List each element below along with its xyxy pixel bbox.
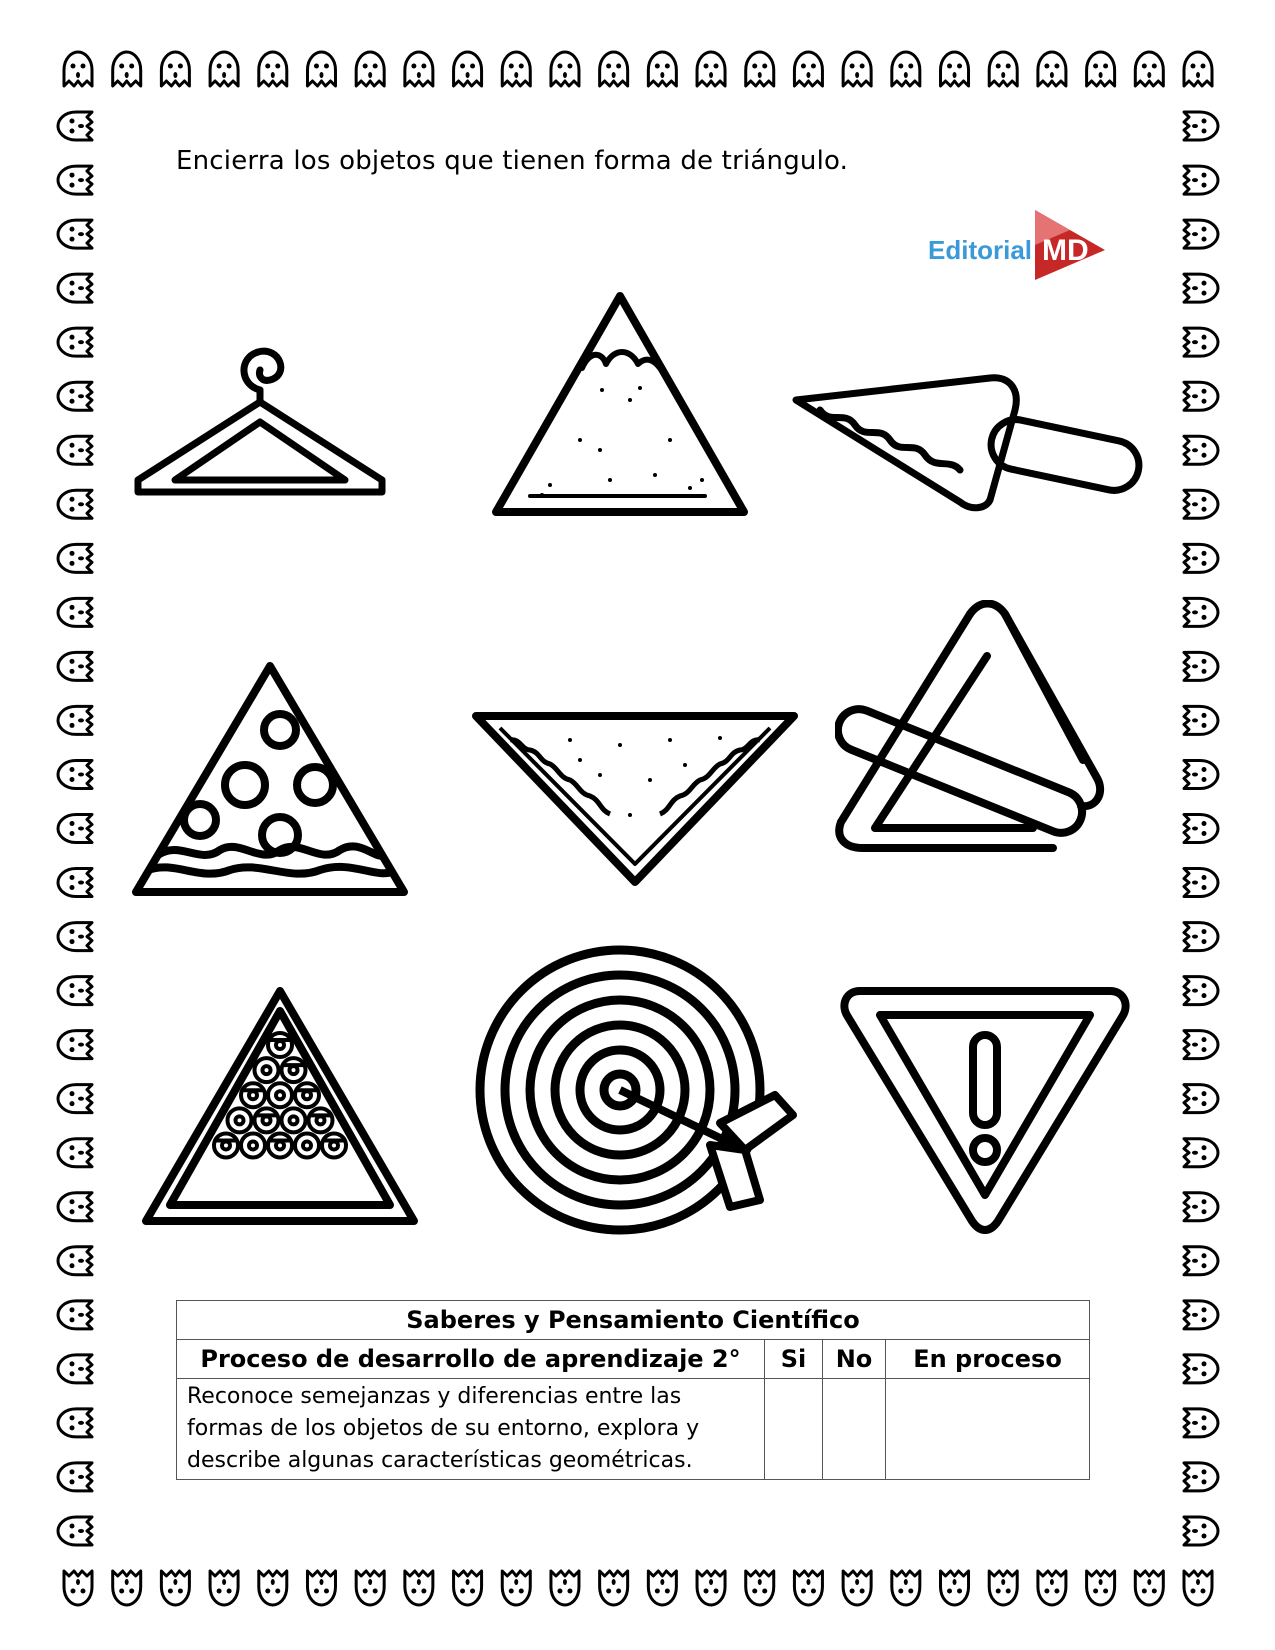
ghost-icon bbox=[746, 1571, 774, 1605]
header-no: No bbox=[823, 1340, 886, 1379]
ghost-icon bbox=[58, 1139, 92, 1167]
ghost-icon bbox=[1184, 1139, 1218, 1167]
ghost-icon bbox=[989, 52, 1017, 86]
mountain-image bbox=[490, 290, 750, 520]
ghost-icon bbox=[1135, 52, 1163, 86]
description-cell: Reconoce semejanzas y diferencias entre las formas de los objetos de su entorno, explora y describe algunas características geométricas. bbox=[177, 1379, 765, 1480]
ghost-icon bbox=[1184, 436, 1218, 464]
triangle-instrument-image bbox=[835, 600, 1135, 900]
ghost-icon bbox=[1184, 328, 1218, 356]
target-image bbox=[475, 945, 815, 1245]
ghost-icon bbox=[1184, 1355, 1218, 1383]
ghost-icon bbox=[307, 1571, 335, 1605]
ghost-icon bbox=[941, 52, 969, 86]
ghost-icon bbox=[843, 1571, 871, 1605]
ghost-icon bbox=[58, 328, 92, 356]
ghost-icon bbox=[1184, 598, 1218, 626]
svg-text:MD: MD bbox=[1042, 234, 1089, 267]
pizza-slice-image bbox=[130, 660, 410, 910]
ghost-icon bbox=[1038, 1571, 1066, 1605]
ghost-icon bbox=[58, 1301, 92, 1329]
header-process: Proceso de desarrollo de aprendizaje 2° bbox=[177, 1340, 765, 1379]
instruction-text: Encierra los objetos que tienen forma de triángulo. bbox=[176, 146, 849, 176]
ghost-icon bbox=[1184, 382, 1218, 410]
logo-text: Editorial bbox=[928, 235, 1033, 265]
ghost-icon bbox=[58, 598, 92, 626]
ghost-icon bbox=[648, 52, 676, 86]
trowel-image bbox=[790, 370, 1150, 520]
ghost-icon bbox=[843, 52, 871, 86]
ghost-icon bbox=[58, 544, 92, 572]
ghost-icon bbox=[58, 1247, 92, 1275]
ghost-icon bbox=[1184, 490, 1218, 518]
hanger-image bbox=[130, 330, 390, 520]
ghost-icon bbox=[58, 112, 92, 140]
ghost-icon bbox=[58, 1355, 92, 1383]
ghost-icon bbox=[405, 52, 433, 86]
ghost-icon bbox=[58, 1409, 92, 1437]
assessment-table bbox=[176, 1300, 1090, 1480]
ghost-icon bbox=[58, 382, 92, 410]
ghost-icon bbox=[1184, 274, 1218, 302]
ghost-icon bbox=[794, 1571, 822, 1605]
ghost-icon bbox=[1184, 1517, 1218, 1545]
ghost-icon bbox=[113, 52, 141, 86]
ghost-icon bbox=[64, 52, 92, 86]
ghost-icon bbox=[58, 923, 92, 951]
ghost-icon bbox=[1184, 869, 1218, 897]
ghost-icon bbox=[58, 652, 92, 680]
header-in-progress: En proceso bbox=[886, 1340, 1090, 1379]
in-progress-checkbox-cell[interactable] bbox=[886, 1379, 1090, 1480]
ghost-icon bbox=[892, 1571, 920, 1605]
ghost-icon bbox=[58, 1085, 92, 1113]
logo-mark-icon bbox=[1030, 205, 1110, 285]
ghost-icon bbox=[58, 166, 92, 194]
ghost-icon bbox=[454, 1571, 482, 1605]
ghost-icon bbox=[794, 52, 822, 86]
no-checkbox-cell[interactable] bbox=[823, 1379, 886, 1480]
warning-sign-image bbox=[840, 985, 1130, 1235]
ghost-icon bbox=[58, 1517, 92, 1545]
ghost-icon bbox=[58, 815, 92, 843]
ghost-icon bbox=[600, 1571, 628, 1605]
ghost-icon bbox=[1184, 815, 1218, 843]
ghost-icon bbox=[551, 52, 579, 86]
ghost-icon bbox=[58, 977, 92, 1005]
ghost-icon bbox=[1184, 1085, 1218, 1113]
ghost-icon bbox=[1184, 977, 1218, 1005]
ghost-icon bbox=[1184, 1247, 1218, 1275]
ghost-icon bbox=[551, 1571, 579, 1605]
sandwich-image bbox=[470, 710, 800, 890]
ghost-icon bbox=[259, 1571, 287, 1605]
ghost-icon bbox=[1184, 52, 1212, 86]
ghost-icon bbox=[210, 52, 238, 86]
ghost-icon bbox=[1087, 1571, 1115, 1605]
ghost-icon bbox=[58, 274, 92, 302]
ghost-icon bbox=[1184, 166, 1218, 194]
ghost-icon bbox=[58, 1031, 92, 1059]
ghost-icon bbox=[1184, 760, 1218, 788]
ghost-icon bbox=[697, 52, 725, 86]
ghost-icon bbox=[356, 1571, 384, 1605]
ghost-icon bbox=[1184, 544, 1218, 572]
editorial-md-logo bbox=[928, 205, 1118, 285]
ghost-icon bbox=[58, 220, 92, 248]
ghost-icon bbox=[210, 1571, 238, 1605]
ghost-icon bbox=[58, 760, 92, 788]
billiard-rack-image bbox=[140, 985, 420, 1230]
ghost-icon bbox=[600, 52, 628, 86]
ghost-icon bbox=[1184, 1301, 1218, 1329]
ghost-icon bbox=[161, 52, 189, 86]
ghost-icon bbox=[1184, 220, 1218, 248]
ghost-icon bbox=[1184, 1409, 1218, 1437]
ghost-icon bbox=[64, 1571, 92, 1605]
ghost-icon bbox=[405, 1571, 433, 1605]
ghost-icon bbox=[58, 490, 92, 518]
ghost-icon bbox=[1184, 1031, 1218, 1059]
ghost-icon bbox=[356, 52, 384, 86]
ghost-icon bbox=[58, 1193, 92, 1221]
ghost-icon bbox=[892, 52, 920, 86]
ghost-icon bbox=[259, 52, 287, 86]
ghost-icon bbox=[1184, 112, 1218, 140]
ghost-icon bbox=[648, 1571, 676, 1605]
ghost-icon bbox=[1184, 923, 1218, 951]
ghost-icon bbox=[58, 869, 92, 897]
ghost-icon bbox=[161, 1571, 189, 1605]
ghost-icon bbox=[454, 52, 482, 86]
ghost-icon bbox=[941, 1571, 969, 1605]
ghost-icon bbox=[746, 52, 774, 86]
ghost-icon bbox=[1135, 1571, 1163, 1605]
ghost-icon bbox=[113, 1571, 141, 1605]
ghost-icon bbox=[1184, 1463, 1218, 1491]
ghost-icon bbox=[697, 1571, 725, 1605]
ghost-icon bbox=[1184, 652, 1218, 680]
ghost-icon bbox=[307, 52, 335, 86]
ghost-icon bbox=[1087, 52, 1115, 86]
ghost-icon bbox=[1184, 706, 1218, 734]
ghost-icon bbox=[1038, 52, 1066, 86]
ghost-icon bbox=[1184, 1193, 1218, 1221]
ghost-icon bbox=[502, 1571, 530, 1605]
ghost-icon bbox=[58, 1463, 92, 1491]
table-title: Saberes y Pensamiento Científico bbox=[177, 1301, 1090, 1340]
ghost-icon bbox=[502, 52, 530, 86]
ghost-icon bbox=[989, 1571, 1017, 1605]
ghost-icon bbox=[58, 706, 92, 734]
yes-checkbox-cell[interactable] bbox=[765, 1379, 823, 1480]
header-yes: Si bbox=[765, 1340, 823, 1379]
ghost-icon bbox=[58, 436, 92, 464]
ghost-icon bbox=[1184, 1571, 1212, 1605]
